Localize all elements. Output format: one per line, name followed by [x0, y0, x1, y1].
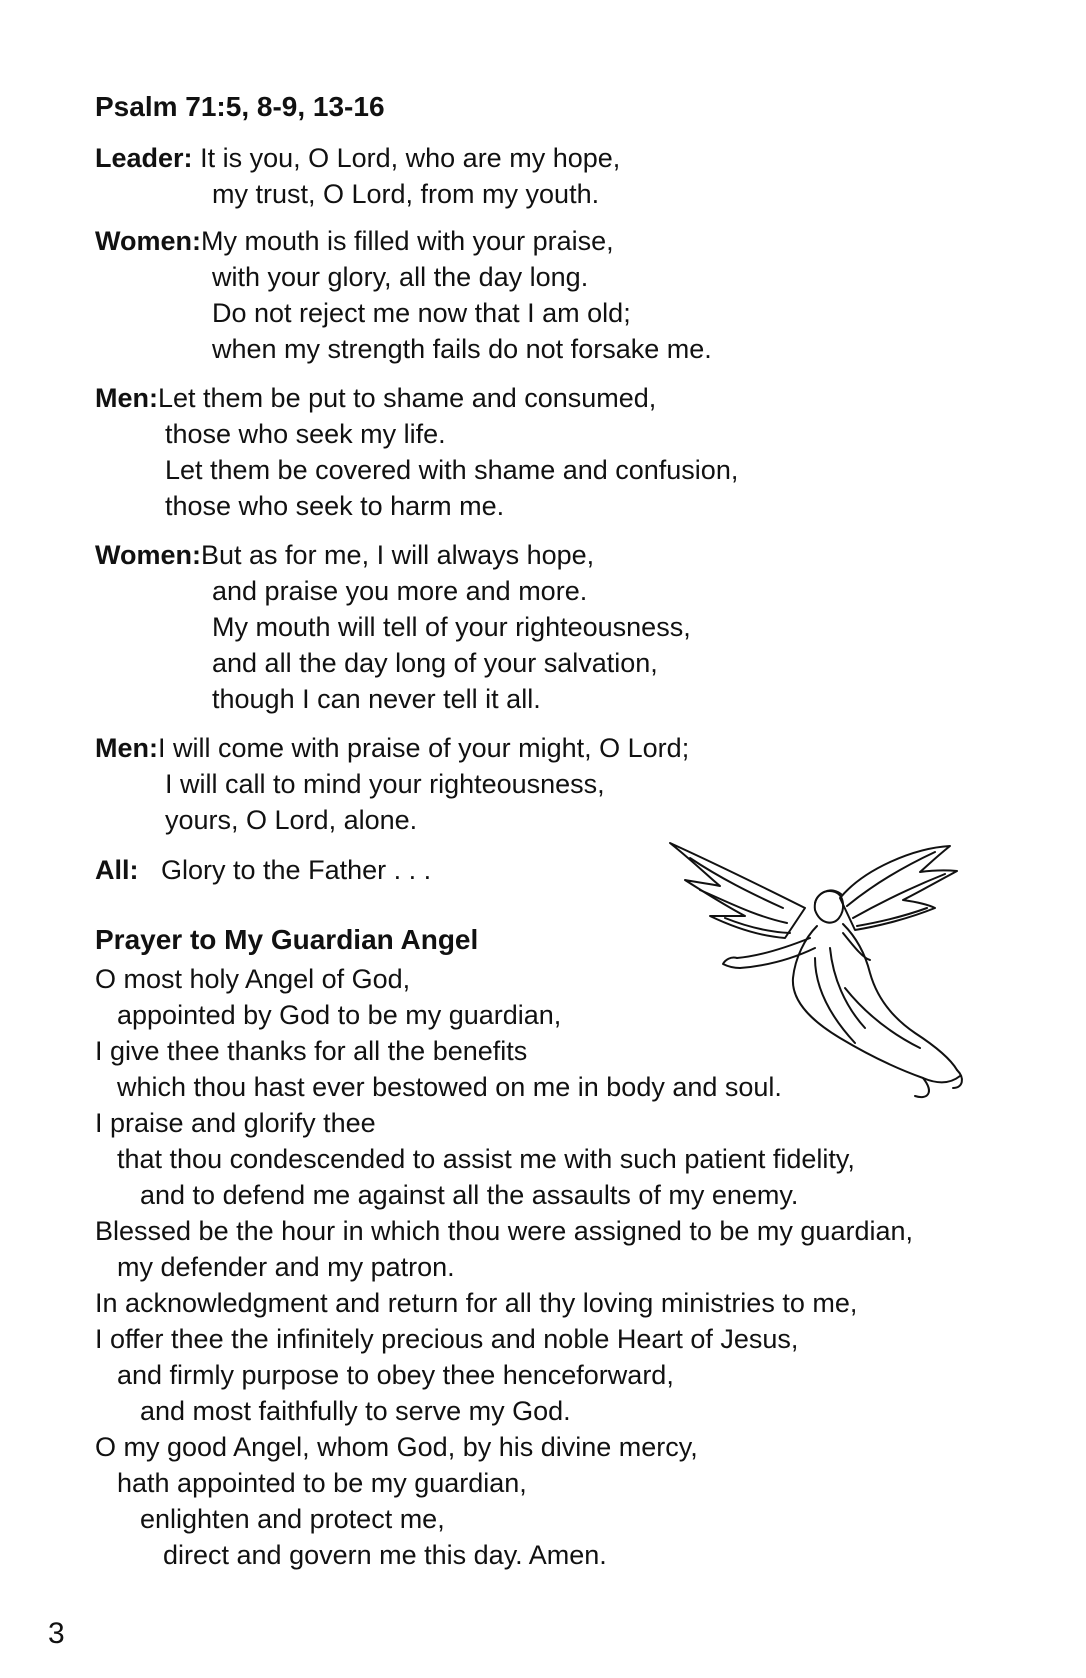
- stanza-line: with your glory, all the day long.: [212, 262, 589, 292]
- prayer-line: my defender and my patron.: [117, 1252, 455, 1282]
- stanza-women: [95, 537, 691, 717]
- prayer-line: and most faithfully to serve my God.: [140, 1396, 571, 1426]
- prayer-line: that thou condescended to assist me with such patient fidelity,: [117, 1144, 855, 1174]
- stanza-line: My mouth will tell of your righteousness,: [212, 612, 691, 642]
- prayer-line: appointed by God to be my guardian,: [117, 1000, 562, 1030]
- prayer-line: I offer thee the infinitely precious and noble Heart of Jesus,: [95, 1324, 799, 1354]
- prayer-line: In acknowledgment and return for all thy loving ministries to me,: [95, 1288, 858, 1318]
- speaker-label: Men:: [95, 733, 158, 763]
- stanza-line: though I can never tell it all.: [212, 684, 541, 714]
- angel-icon: [665, 838, 985, 1118]
- stanza-line: My mouth is filled with your praise,: [201, 226, 614, 256]
- stanza-line: I will come with praise of your might, O Lord;: [158, 733, 690, 763]
- stanza-line: when my strength fails do not forsake me.: [212, 334, 712, 364]
- stanza-line: Let them be covered with shame and confusion,: [165, 455, 739, 485]
- stanza-line: yours, O Lord, alone.: [165, 805, 418, 835]
- speaker-label: Women:: [95, 226, 201, 256]
- stanza-line: my trust, O Lord, from my youth.: [212, 179, 600, 209]
- prayer-line: and to defend me against all the assaults of my enemy.: [140, 1180, 799, 1210]
- prayer-title: Prayer to My Guardian Angel: [95, 924, 479, 955]
- prayer-line: O most holy Angel of God,: [95, 964, 411, 994]
- stanza-line: those who seek my life.: [165, 419, 446, 449]
- prayer-line: enlighten and protect me,: [140, 1504, 445, 1534]
- prayer-line: and firmly purpose to obey thee henceforward,: [117, 1360, 674, 1390]
- prayer-line: Blessed be the hour in which thou were assigned to be my guardian,: [95, 1216, 914, 1246]
- stanza-line: those who seek to harm me.: [165, 491, 505, 521]
- prayer-line: I praise and glorify thee: [95, 1108, 376, 1138]
- prayer-line: hath appointed to be my guardian,: [117, 1468, 527, 1498]
- stanza-men: [95, 380, 738, 524]
- stanza-women: [95, 223, 712, 367]
- prayer-line: which thou hast ever bestowed on me in body and soul.: [117, 1072, 782, 1102]
- prayer-line: I give thee thanks for all the benefits: [95, 1036, 528, 1066]
- stanza-line: Glory to the Father . . .: [161, 855, 432, 885]
- stanza-men: [95, 730, 689, 838]
- stanza-all: [95, 852, 431, 888]
- stanza-line: It is you, O Lord, who are my hope,: [200, 143, 621, 173]
- stanza-line: and praise you more and more.: [212, 576, 588, 606]
- psalm-title: Psalm 71:5, 8-9, 13-16: [95, 91, 385, 122]
- stanza-line: and all the day long of your salvation,: [212, 648, 658, 678]
- page-number: 3: [48, 1617, 65, 1650]
- stanza-line: Let them be put to shame and consumed,: [158, 383, 657, 413]
- stanza-line: But as for me, I will always hope,: [201, 540, 595, 570]
- speaker-label: Leader:: [95, 143, 193, 173]
- speaker-label: All:: [95, 855, 139, 885]
- prayer-line: O my good Angel, whom God, by his divine mercy,: [95, 1432, 698, 1462]
- speaker-label: Women:: [95, 540, 201, 570]
- stanza-line: Do not reject me now that I am old;: [212, 298, 631, 328]
- stanza-line: I will call to mind your righteousness,: [165, 769, 605, 799]
- speaker-label: Men:: [95, 383, 158, 413]
- prayer-line: direct and govern me this day. Amen.: [163, 1540, 607, 1570]
- stanza-leader: [95, 140, 620, 212]
